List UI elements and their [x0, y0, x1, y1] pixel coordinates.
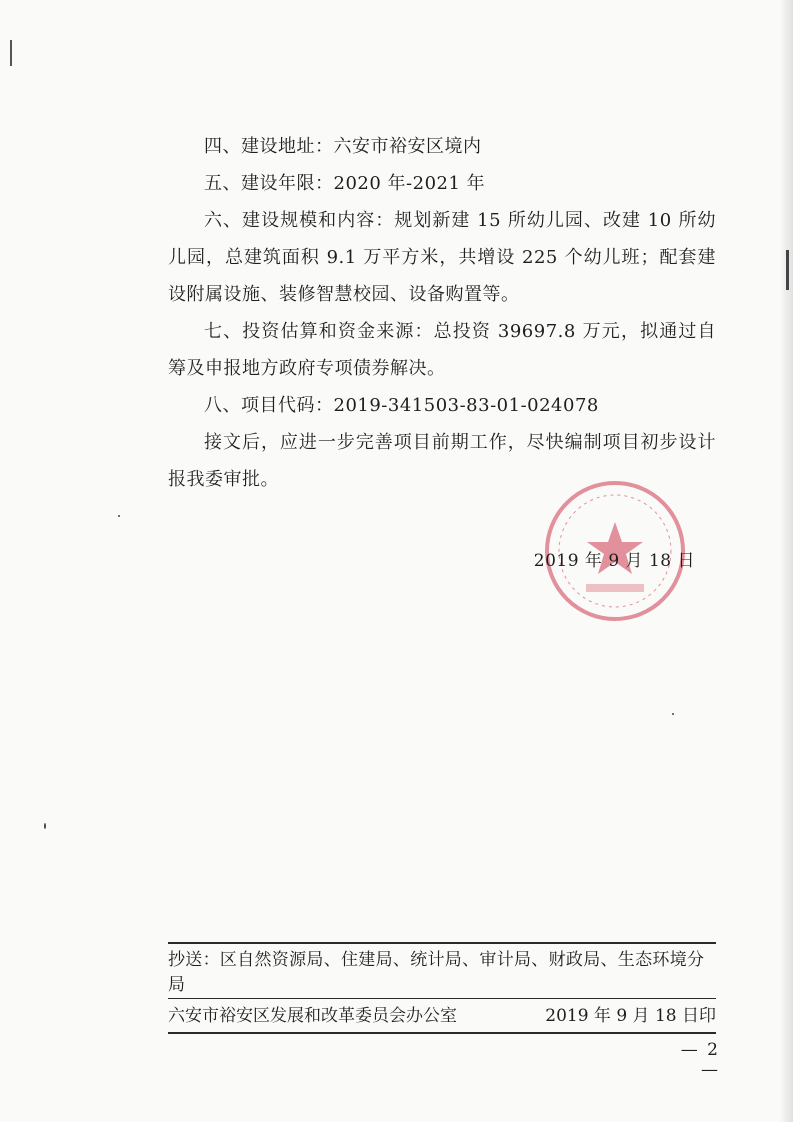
- paragraph-scale: 六、建设规模和内容：规划新建 15 所幼儿园、改建 10 所幼儿园，总建筑面积 9.1 万平方米，共增设 225 个幼儿班；配套建设附属设施、装修智慧校园、设备购置等。: [168, 210, 716, 305]
- scan-edge-shadow: [779, 0, 793, 1122]
- footer-rule-middle: [168, 998, 716, 999]
- scan-edge-mark: [10, 40, 12, 66]
- paragraph-instruction: 接文后，应进一步完善项目前期工作，尽快编制项目初步设计报我委审批。: [168, 432, 716, 490]
- paragraph-period: 五、建设年限：2020 年-2021 年: [204, 173, 486, 194]
- scan-speck: [44, 823, 46, 829]
- body-text: [168, 128, 716, 498]
- paragraph-investment: 七、投资估算和资金来源：总投资 39697.8 万元，拟通过自筹及申报地方政府专项债券解决。: [168, 321, 716, 379]
- issuer-name: 六安市裕安区发展和改革委员会办公室: [168, 1006, 457, 1026]
- paragraph-project-code: 八、项目代码：2019-341503-83-01-024078: [204, 395, 599, 416]
- scan-speck: [118, 515, 120, 517]
- footer-rule-top: [168, 942, 716, 944]
- footer-rule-bottom: [168, 1032, 716, 1034]
- scan-speck: [672, 713, 674, 715]
- page-number: — 2 —: [680, 1040, 720, 1080]
- cc-list: 抄送：区自然资源局、住建局、统计局、审计局、财政局、生态环境分局: [168, 950, 705, 995]
- issue-date: 2019 年 9 月 18 日印: [545, 1006, 716, 1026]
- issuer-line: [168, 1002, 716, 1030]
- paragraph-address: 四、建设地址：六安市裕安区境内: [204, 136, 482, 157]
- scan-edge-mark: [786, 250, 789, 290]
- signature-date: 2019 年 9 月 18 日: [533, 551, 695, 571]
